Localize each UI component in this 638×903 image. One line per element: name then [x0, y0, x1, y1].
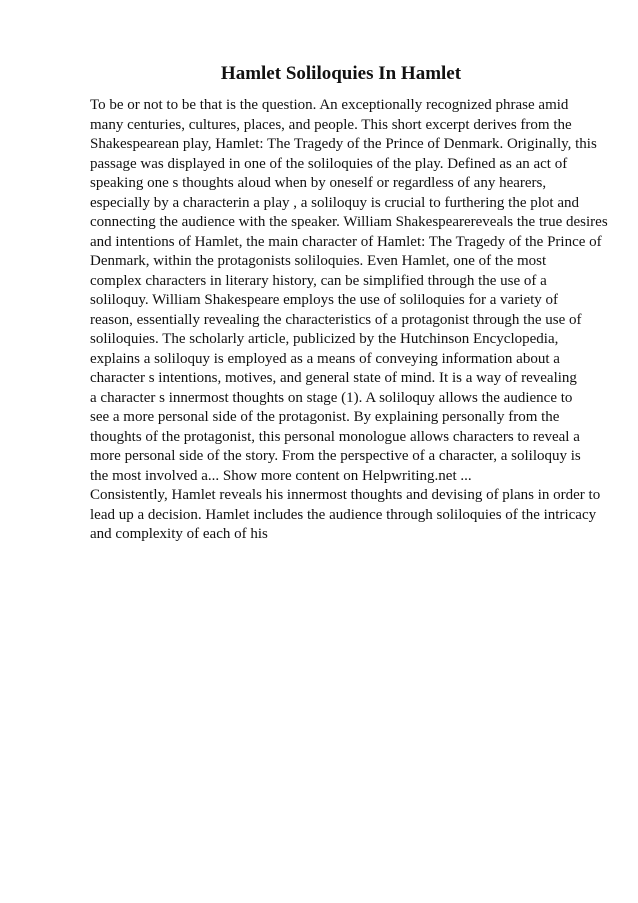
body-line: many centuries, cultures, places, and people. This short excerpt derives from the [90, 116, 572, 133]
body-line: more personal side of the story. From the perspective of a character, a soliloquy is [90, 448, 581, 464]
body-line: a character s innermost thoughts on stage (1). A soliloquy allows the audience to [90, 389, 573, 406]
body-line: especially by a characterin a play , a soliloquy is crucial to furthering the plot and [90, 194, 579, 211]
body-line: Shakespearean play, Hamlet: The Tragedy of the Prince of Denmark. Originally, this [90, 136, 597, 152]
body-line: lead up a decision. Hamlet includes the audience through soliloquies of the intricacy [90, 506, 597, 523]
body-line: the most involved a... Show more content on Helpwriting.net ... [90, 467, 472, 484]
body-line: and intentions of Hamlet, the main character of Hamlet: The Tragedy of the Prince of [90, 233, 602, 250]
body-line: Consistently, Hamlet reveals his innermost thoughts and devising of plans in order to [90, 487, 601, 503]
body-line: and complexity of each of his [90, 526, 268, 542]
body-line: reason, essentially revealing the characteristics of a protagonist through the use of [90, 311, 582, 328]
body-line: complex characters in literary history, can be simplified through the use of a [90, 272, 547, 289]
body-line: thoughts of the protagonist, this personal monologue allows characters to reveal a [90, 428, 580, 445]
document-body [90, 96, 630, 545]
body-line: connecting the audience with the speaker. William Shakespearereveals the true desires [90, 214, 608, 230]
body-line: explains a soliloquy is employed as a means of conveying information about a [90, 350, 560, 367]
body-line: Denmark, within the protagonists soliloquies. Even Hamlet, one of the most [90, 253, 547, 269]
body-line: passage was displayed in one of the soliloquies of the play. Defined as an act of [90, 155, 568, 172]
body-line: character s intentions, motives, and general state of mind. It is a way of revealing [90, 370, 577, 386]
body-line: soliloquies. The scholarly article, publicized by the Hutchinson Encyclopedia, [90, 331, 559, 347]
document-title: Hamlet Soliloquies In Hamlet [220, 63, 462, 84]
body-line: To be or not to be that is the question. An exceptionally recognized phrase amid [90, 97, 569, 113]
body-line: soliloquy. William Shakespeare employs the use of soliloquies for a variety of [90, 292, 559, 308]
body-line: see a more personal side of the protagonist. By explaining personally from the [90, 409, 560, 425]
body-line: speaking one s thoughts aloud when by oneself or regardless of any hearers, [90, 175, 547, 191]
